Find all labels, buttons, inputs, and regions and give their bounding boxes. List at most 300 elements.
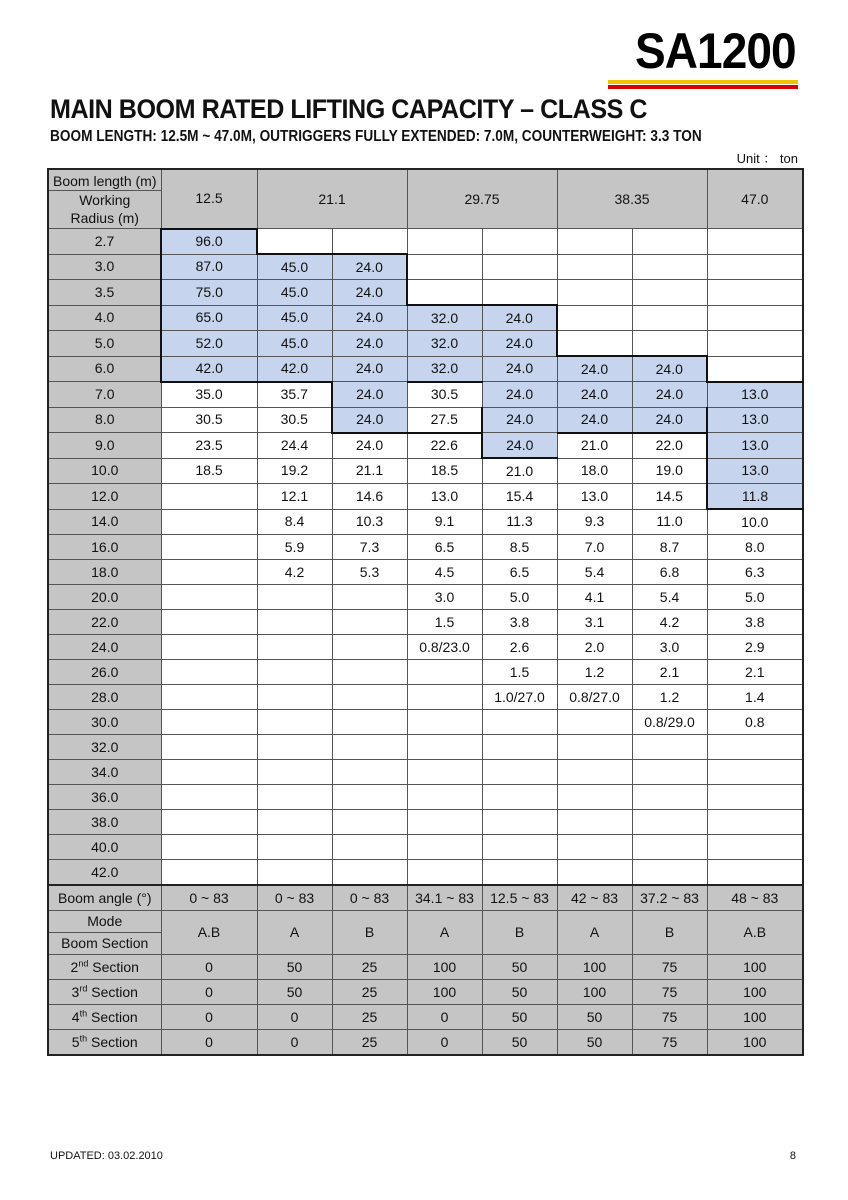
capacity-cell bbox=[257, 660, 332, 685]
capacity-cell: 21.0 bbox=[557, 433, 632, 459]
radius-row bbox=[48, 509, 803, 535]
unit-label: Unit ： ton bbox=[736, 151, 798, 166]
boom-length-header: 12.5 bbox=[161, 169, 257, 229]
capacity-cell bbox=[707, 735, 803, 760]
boom-section-label: Boom Section bbox=[61, 935, 149, 951]
section-value-cell: 0 bbox=[257, 1030, 332, 1056]
section-row bbox=[48, 1005, 803, 1030]
capacity-cell bbox=[482, 810, 557, 835]
capacity-cell bbox=[332, 610, 407, 635]
capacity-cell: 24.0 bbox=[482, 433, 557, 459]
radius-cell: 2.7 bbox=[48, 229, 161, 255]
capacity-cell bbox=[407, 254, 482, 280]
radius-row bbox=[48, 760, 803, 785]
section-row bbox=[48, 980, 803, 1005]
capacity-cell bbox=[161, 860, 257, 886]
capacity-cell: 2.9 bbox=[707, 635, 803, 660]
mode-cell: A.B bbox=[707, 911, 803, 955]
radius-cell: 30.0 bbox=[48, 710, 161, 735]
section-ordinal: 2 bbox=[70, 958, 79, 975]
capacity-cell: 30.5 bbox=[407, 382, 482, 408]
capacity-cell: 11.8 bbox=[707, 484, 803, 510]
capacity-cell: 24.0 bbox=[632, 407, 707, 433]
radius-cell: 34.0 bbox=[48, 760, 161, 785]
radius-row bbox=[48, 407, 803, 433]
capacity-cell: 1.4 bbox=[707, 685, 803, 710]
capacity-cell: 1.0/27.0 bbox=[482, 685, 557, 710]
capacity-cell: 32.0 bbox=[407, 305, 482, 331]
section-value-cell: 0 bbox=[161, 955, 257, 980]
section-value-cell: 75 bbox=[632, 980, 707, 1005]
capacity-cell bbox=[161, 735, 257, 760]
capacity-cell bbox=[557, 305, 632, 331]
capacity-cell bbox=[482, 860, 557, 886]
capacity-cell: 18.5 bbox=[161, 458, 257, 484]
section-value-cell: 25 bbox=[332, 980, 407, 1005]
capacity-cell bbox=[707, 810, 803, 835]
capacity-cell bbox=[161, 635, 257, 660]
mode-cell: A bbox=[557, 911, 632, 955]
capacity-cell bbox=[332, 229, 407, 255]
section-value-cell: 25 bbox=[332, 955, 407, 980]
capacity-cell: 65.0 bbox=[161, 305, 257, 331]
capacity-cell: 45.0 bbox=[257, 280, 332, 306]
capacity-cell: 10.3 bbox=[332, 509, 407, 535]
radius-cell: 18.0 bbox=[48, 560, 161, 585]
radius-cell: 3.5 bbox=[48, 280, 161, 306]
capacity-cell bbox=[161, 710, 257, 735]
section-label bbox=[48, 1005, 161, 1030]
section-row bbox=[48, 1030, 803, 1056]
boom-angle-cell: 0 ~ 83 bbox=[332, 885, 407, 911]
capacity-cell: 32.0 bbox=[407, 331, 482, 357]
capacity-cell: 11.0 bbox=[632, 509, 707, 535]
capacity-cell: 24.0 bbox=[332, 407, 407, 433]
radius-cell: 8.0 bbox=[48, 407, 161, 433]
capacity-cell: 24.0 bbox=[482, 407, 557, 433]
radius-cell: 20.0 bbox=[48, 585, 161, 610]
capacity-cell: 45.0 bbox=[257, 331, 332, 357]
capacity-cell bbox=[161, 760, 257, 785]
radius-cell: 42.0 bbox=[48, 860, 161, 886]
radius-cell: 36.0 bbox=[48, 785, 161, 810]
capacity-cell: 5.9 bbox=[257, 535, 332, 560]
capacity-cell: 30.5 bbox=[161, 407, 257, 433]
capacity-cell bbox=[407, 735, 482, 760]
capacity-cell: 24.0 bbox=[557, 407, 632, 433]
capacity-cell bbox=[407, 835, 482, 860]
capacity-cell: 15.4 bbox=[482, 484, 557, 510]
capacity-cell: 5.3 bbox=[332, 560, 407, 585]
radius-cell: 7.0 bbox=[48, 382, 161, 408]
capacity-cell bbox=[482, 760, 557, 785]
radius-cell: 26.0 bbox=[48, 660, 161, 685]
capacity-cell bbox=[482, 835, 557, 860]
capacity-cell: 13.0 bbox=[707, 407, 803, 433]
boom-angle-cell: 48 ~ 83 bbox=[707, 885, 803, 911]
section-word: Section bbox=[87, 983, 138, 1000]
radius-row bbox=[48, 484, 803, 510]
boom-angle-row bbox=[48, 885, 803, 911]
boom-angle-cell: 34.1 ~ 83 bbox=[407, 885, 482, 911]
radius-row bbox=[48, 280, 803, 306]
radius-row bbox=[48, 735, 803, 760]
capacity-cell: 4.2 bbox=[257, 560, 332, 585]
section-value-cell: 100 bbox=[407, 955, 482, 980]
radius-cell: 5.0 bbox=[48, 331, 161, 357]
capacity-cell: 19.2 bbox=[257, 458, 332, 484]
section-label bbox=[48, 955, 161, 980]
capacity-cell bbox=[161, 535, 257, 560]
section-value-cell: 75 bbox=[632, 1030, 707, 1056]
capacity-cell: 24.0 bbox=[332, 356, 407, 382]
capacity-cell: 5.4 bbox=[632, 585, 707, 610]
section-value-cell: 100 bbox=[707, 1005, 803, 1030]
capacity-cell bbox=[407, 760, 482, 785]
radius-row bbox=[48, 254, 803, 280]
capacity-cell bbox=[557, 785, 632, 810]
radius-cell: 22.0 bbox=[48, 610, 161, 635]
radius-row bbox=[48, 610, 803, 635]
radius-row bbox=[48, 560, 803, 585]
capacity-cell: 8.0 bbox=[707, 535, 803, 560]
section-value-cell: 75 bbox=[632, 1005, 707, 1030]
boom-angle-cell: 12.5 ~ 83 bbox=[482, 885, 557, 911]
capacity-cell: 22.0 bbox=[632, 433, 707, 459]
section-row bbox=[48, 955, 803, 980]
radius-cell: 28.0 bbox=[48, 685, 161, 710]
section-ordinal: 5 bbox=[71, 1033, 80, 1050]
section-value-cell: 50 bbox=[482, 1030, 557, 1056]
capacity-cell bbox=[257, 860, 332, 886]
working-radius-label: Working Radius (m) bbox=[70, 191, 139, 226]
capacity-cell: 14.6 bbox=[332, 484, 407, 510]
mode-cell: A.B bbox=[161, 911, 257, 955]
capacity-cell: 13.0 bbox=[707, 458, 803, 484]
capacity-cell: 19.0 bbox=[632, 458, 707, 484]
mode-row bbox=[48, 911, 803, 955]
radius-cell: 9.0 bbox=[48, 433, 161, 459]
section-label bbox=[48, 980, 161, 1005]
capacity-cell: 4.5 bbox=[407, 560, 482, 585]
capacity-cell: 2.1 bbox=[707, 660, 803, 685]
section-value-cell: 100 bbox=[557, 955, 632, 980]
capacity-cell bbox=[257, 785, 332, 810]
capacity-cell bbox=[557, 760, 632, 785]
radius-cell: 24.0 bbox=[48, 635, 161, 660]
section-value-cell: 0 bbox=[407, 1030, 482, 1056]
radius-row bbox=[48, 535, 803, 560]
page-title: MAIN BOOM RATED LIFTING CAPACITY – CLASS C bbox=[50, 94, 648, 124]
capacity-cell: 9.3 bbox=[557, 509, 632, 535]
capacity-cell bbox=[257, 229, 332, 255]
radius-cell: 12.0 bbox=[48, 484, 161, 510]
capacity-cell bbox=[482, 710, 557, 735]
radius-row bbox=[48, 685, 803, 710]
capacity-cell: 35.7 bbox=[257, 382, 332, 408]
capacity-cell: 5.0 bbox=[707, 585, 803, 610]
capacity-cell: 21.1 bbox=[332, 458, 407, 484]
radius-row bbox=[48, 356, 803, 382]
capacity-cell bbox=[161, 685, 257, 710]
capacity-cell bbox=[632, 760, 707, 785]
capacity-cell: 13.0 bbox=[557, 484, 632, 510]
capacity-cell bbox=[707, 356, 803, 382]
capacity-cell: 24.0 bbox=[482, 331, 557, 357]
section-value-cell: 50 bbox=[482, 980, 557, 1005]
section-value-cell: 50 bbox=[257, 955, 332, 980]
boom-length-header: 29.75 bbox=[407, 169, 557, 229]
capacity-cell bbox=[632, 331, 707, 357]
capacity-cell: 1.5 bbox=[482, 660, 557, 685]
corner-header bbox=[48, 169, 161, 229]
capacity-cell: 18.0 bbox=[557, 458, 632, 484]
mode-cell: A bbox=[407, 911, 482, 955]
section-value-cell: 0 bbox=[161, 1005, 257, 1030]
capacity-cell: 0.8/27.0 bbox=[557, 685, 632, 710]
radius-cell: 32.0 bbox=[48, 735, 161, 760]
capacity-cell bbox=[632, 735, 707, 760]
radius-row bbox=[48, 305, 803, 331]
capacity-cell bbox=[632, 254, 707, 280]
radius-row bbox=[48, 710, 803, 735]
capacity-cell: 23.5 bbox=[161, 433, 257, 459]
section-word: Section bbox=[88, 958, 139, 975]
capacity-cell bbox=[482, 280, 557, 306]
capacity-cell bbox=[257, 810, 332, 835]
capacity-cell: 3.0 bbox=[632, 635, 707, 660]
section-word: Section bbox=[87, 1008, 138, 1025]
section-value-cell: 25 bbox=[332, 1005, 407, 1030]
section-value-cell: 75 bbox=[632, 955, 707, 980]
capacity-cell: 24.0 bbox=[632, 356, 707, 382]
capacity-cell: 3.0 bbox=[407, 585, 482, 610]
capacity-cell bbox=[707, 254, 803, 280]
capacity-cell bbox=[407, 710, 482, 735]
capacity-cell: 3.8 bbox=[482, 610, 557, 635]
boom-length-header: 38.35 bbox=[557, 169, 707, 229]
capacity-cell bbox=[557, 280, 632, 306]
capacity-cell: 2.1 bbox=[632, 660, 707, 685]
section-value-cell: 100 bbox=[707, 1030, 803, 1056]
capacity-cell: 5.0 bbox=[482, 585, 557, 610]
red-stripe bbox=[608, 85, 798, 89]
capacity-cell: 35.0 bbox=[161, 382, 257, 408]
radius-cell: 40.0 bbox=[48, 835, 161, 860]
radius-row bbox=[48, 660, 803, 685]
capacity-cell: 3.8 bbox=[707, 610, 803, 635]
capacity-cell bbox=[257, 760, 332, 785]
yellow-stripe bbox=[608, 80, 798, 84]
capacity-cell bbox=[332, 735, 407, 760]
radius-row bbox=[48, 229, 803, 255]
radius-row bbox=[48, 860, 803, 886]
capacity-cell bbox=[482, 254, 557, 280]
section-value-cell: 100 bbox=[707, 980, 803, 1005]
capacity-cell bbox=[332, 660, 407, 685]
capacity-cell: 5.4 bbox=[557, 560, 632, 585]
capacity-cell: 0.8/23.0 bbox=[407, 635, 482, 660]
capacity-cell: 42.0 bbox=[161, 356, 257, 382]
capacity-cell bbox=[482, 735, 557, 760]
capacity-cell: 24.0 bbox=[332, 382, 407, 408]
capacity-cell bbox=[557, 735, 632, 760]
capacity-cell: 1.5 bbox=[407, 610, 482, 635]
boom-length-header: 47.0 bbox=[707, 169, 803, 229]
capacity-cell bbox=[557, 710, 632, 735]
capacity-cell: 24.0 bbox=[482, 305, 557, 331]
section-ordinal-suffix: th bbox=[79, 1032, 88, 1043]
capacity-cell bbox=[707, 785, 803, 810]
section-ordinal-suffix: rd bbox=[79, 982, 88, 993]
mode-label: Mode bbox=[49, 911, 161, 933]
capacity-cell: 2.6 bbox=[482, 635, 557, 660]
capacity-cell: 8.4 bbox=[257, 509, 332, 535]
section-value-cell: 50 bbox=[257, 980, 332, 1005]
capacity-cell bbox=[332, 785, 407, 810]
capacity-cell bbox=[557, 254, 632, 280]
section-value-cell: 50 bbox=[482, 1005, 557, 1030]
section-ordinal-suffix: nd bbox=[78, 957, 89, 968]
section-value-cell: 50 bbox=[557, 1005, 632, 1030]
capacity-cell: 3.1 bbox=[557, 610, 632, 635]
capacity-cell bbox=[557, 810, 632, 835]
radius-row bbox=[48, 810, 803, 835]
capacity-cell: 24.0 bbox=[482, 356, 557, 382]
radius-row bbox=[48, 585, 803, 610]
section-value-cell: 0 bbox=[161, 980, 257, 1005]
capacity-cell bbox=[257, 585, 332, 610]
header-row bbox=[48, 169, 803, 229]
section-ordinal: 3 bbox=[71, 983, 80, 1000]
mode-cell: A bbox=[257, 911, 332, 955]
capacity-cell bbox=[332, 635, 407, 660]
mode-cell: B bbox=[482, 911, 557, 955]
capacity-cell bbox=[557, 331, 632, 357]
capacity-cell: 0.8 bbox=[707, 710, 803, 735]
capacity-cell: 24.0 bbox=[557, 382, 632, 408]
capacity-cell bbox=[482, 785, 557, 810]
section-ordinal: 4 bbox=[71, 1008, 80, 1025]
capacity-cell: 2.0 bbox=[557, 635, 632, 660]
section-value-cell: 0 bbox=[407, 1005, 482, 1030]
capacity-cell bbox=[407, 280, 482, 306]
capacity-cell: 1.2 bbox=[632, 685, 707, 710]
capacity-cell bbox=[632, 229, 707, 255]
capacity-cell: 6.8 bbox=[632, 560, 707, 585]
capacity-cell bbox=[161, 835, 257, 860]
capacity-cell: 27.5 bbox=[407, 407, 482, 433]
radius-cell: 16.0 bbox=[48, 535, 161, 560]
radius-row bbox=[48, 785, 803, 810]
capacity-cell: 24.0 bbox=[632, 382, 707, 408]
capacity-cell: 75.0 bbox=[161, 280, 257, 306]
capacity-cell: 9.1 bbox=[407, 509, 482, 535]
capacity-cell bbox=[632, 810, 707, 835]
capacity-cell: 8.7 bbox=[632, 535, 707, 560]
capacity-cell: 30.5 bbox=[257, 407, 332, 433]
capacity-cell bbox=[257, 685, 332, 710]
capacity-cell: 4.1 bbox=[557, 585, 632, 610]
capacity-cell: 12.1 bbox=[257, 484, 332, 510]
radius-row bbox=[48, 635, 803, 660]
updated-date: UPDATED: 03.02.2010 bbox=[50, 1150, 163, 1162]
capacity-cell bbox=[557, 835, 632, 860]
radius-cell: 14.0 bbox=[48, 509, 161, 535]
capacity-cell bbox=[632, 305, 707, 331]
capacity-cell: 24.4 bbox=[257, 433, 332, 459]
capacity-cell bbox=[407, 860, 482, 886]
capacity-cell bbox=[407, 229, 482, 255]
capacity-cell: 6.5 bbox=[482, 560, 557, 585]
capacity-cell bbox=[557, 860, 632, 886]
capacity-cell: 24.0 bbox=[332, 254, 407, 280]
capacity-cell: 10.0 bbox=[707, 509, 803, 535]
capacity-cell bbox=[707, 760, 803, 785]
capacity-cell bbox=[557, 229, 632, 255]
radius-cell: 4.0 bbox=[48, 305, 161, 331]
section-value-cell: 100 bbox=[707, 955, 803, 980]
capacity-cell bbox=[707, 305, 803, 331]
radius-row bbox=[48, 331, 803, 357]
capacity-cell bbox=[332, 585, 407, 610]
capacity-cell: 24.0 bbox=[332, 433, 407, 459]
capacity-cell bbox=[632, 785, 707, 810]
capacity-cell: 7.0 bbox=[557, 535, 632, 560]
model-name: SA1200 bbox=[635, 23, 796, 79]
capacity-cell: 24.0 bbox=[332, 280, 407, 306]
capacity-cell: 45.0 bbox=[257, 305, 332, 331]
capacity-cell: 7.3 bbox=[332, 535, 407, 560]
section-value-cell: 50 bbox=[482, 955, 557, 980]
boom-angle-cell: 0 ~ 83 bbox=[161, 885, 257, 911]
radius-row bbox=[48, 835, 803, 860]
capacity-cell: 13.0 bbox=[707, 382, 803, 408]
capacity-cell bbox=[707, 229, 803, 255]
capacity-cell bbox=[257, 635, 332, 660]
capacity-cell bbox=[257, 710, 332, 735]
capacity-cell: 87.0 bbox=[161, 254, 257, 280]
capacity-cell bbox=[407, 660, 482, 685]
capacity-cell: 8.5 bbox=[482, 535, 557, 560]
capacity-cell: 24.0 bbox=[332, 305, 407, 331]
capacity-cell: 24.0 bbox=[482, 382, 557, 408]
capacity-cell bbox=[161, 810, 257, 835]
capacity-cell: 21.0 bbox=[482, 458, 557, 484]
section-word: Section bbox=[87, 1033, 138, 1050]
radius-row bbox=[48, 382, 803, 408]
section-ordinal-suffix: th bbox=[79, 1007, 88, 1018]
capacity-cell: 32.0 bbox=[407, 356, 482, 382]
capacity-cell bbox=[257, 735, 332, 760]
mode-cell: B bbox=[332, 911, 407, 955]
capacity-cell: 52.0 bbox=[161, 331, 257, 357]
capacity-cell: 13.0 bbox=[707, 433, 803, 459]
capacity-cell bbox=[332, 760, 407, 785]
capacity-cell: 4.2 bbox=[632, 610, 707, 635]
capacity-cell bbox=[632, 860, 707, 886]
section-value-cell: 0 bbox=[161, 1030, 257, 1056]
section-value-cell: 100 bbox=[557, 980, 632, 1005]
capacity-cell bbox=[707, 860, 803, 886]
radius-cell: 3.0 bbox=[48, 254, 161, 280]
capacity-cell bbox=[257, 610, 332, 635]
capacity-cell bbox=[407, 685, 482, 710]
capacity-cell: 6.3 bbox=[707, 560, 803, 585]
page-subtitle: BOOM LENGTH: 12.5M ~ 47.0M, OUTRIGGERS FULLY EXTENDED: 7.0M, COUNTERWEIGHT: 3.3 TON bbox=[50, 128, 702, 145]
capacity-cell bbox=[407, 810, 482, 835]
capacity-cell bbox=[161, 610, 257, 635]
